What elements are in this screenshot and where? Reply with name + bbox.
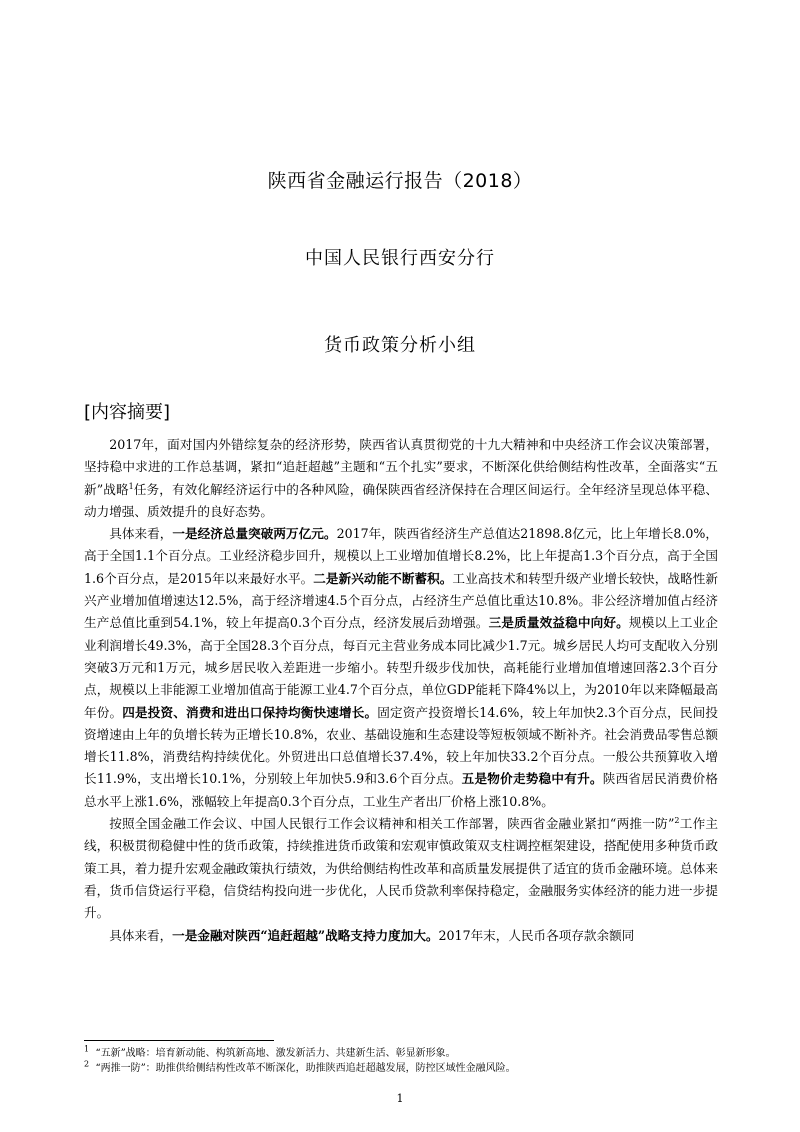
paragraph-text: 按照全国金融工作会议、中国人民银行工作会议精神和相关工作部署，陕西省金融业紧扣“两推一防” bbox=[109, 816, 675, 832]
paragraph-text: 固定资产投资增长14.6%，较上年加快2.3个百分点，民间投资增速由上年的负增长转为正增长10.8%，农业、基础设施和生态建设等短板领域不断补齐。社会消费品零售总额增长11.8%，消费结构持续优化。外贸进出口总值增长37.4%，较上年加快33.2个百分点。一般公共预算收入增长11.9%，支出增长10.1%，分别较上年加快5.9和3.6个百分点。 bbox=[84, 704, 719, 787]
bold-point-4: 四是投资、消费和进出口保持均衡快速增长。 bbox=[122, 704, 378, 720]
abstract-heading: [内容摘要] bbox=[84, 402, 171, 423]
paragraph-text: 2017年，面对国内外错综复杂的经济形势，陕西省认真贯彻党的十九大精神和中央经济工作会议决策部署，坚持稳中求进的工作总基调，紧扣“追赶超越”主题和“五个扎实”要求，不断深化供给侧结构性改革，全面落实“五新”战略 bbox=[84, 437, 718, 497]
paragraph-3 bbox=[84, 813, 718, 924]
paragraph-2 bbox=[84, 523, 718, 813]
paragraph-text: 2017年末，人民币各项存款余额同 bbox=[438, 927, 635, 943]
footnote-2 bbox=[84, 1061, 718, 1076]
paragraph-text: 具体来看， bbox=[109, 526, 173, 542]
footnotes bbox=[84, 1046, 718, 1076]
footnote-text: “五新”战略：培育新动能、构筑新高地、激发新活力、共建新生活、彰显新形象。 bbox=[95, 1048, 456, 1059]
author-group: 货币政策分析小组 bbox=[324, 335, 476, 356]
bold-point-3: 三是质量效益稳中向好。 bbox=[488, 615, 629, 631]
paragraph-text: 工作主线，积极贯彻稳健中性的货币政策，持续推进货币政策和宏观审慎政策双支柱调控框架建设，搭配使用多种货币政策工具，着力提升宏观金融政策执行绩效，为供给侧结构性改革和高质量发展提供了适宜的货币金融环境。总体来看，货币信贷运行平稳，信贷结构投向进一步优化，人民币贷款利率保持稳定，金融服务实体经济的能力进一步提升。 bbox=[84, 816, 719, 921]
bold-point-5: 五是物价走势稳中有升。 bbox=[461, 771, 603, 787]
report-title: 陕西省金融运行报告（2018） bbox=[267, 170, 533, 192]
bold-point-1: 一是经济总量突破两万亿元。 bbox=[172, 526, 337, 542]
footnote-ref-2: 2 bbox=[674, 815, 680, 825]
footnote-ref-1: 1 bbox=[128, 481, 134, 491]
paragraph-text: 具体来看， bbox=[109, 927, 173, 943]
footnote-text: “两推一防”：助推供给侧结构性改革不断深化，助推陕西追赶超越发展，防控区域性金融风险。 bbox=[95, 1063, 516, 1074]
paragraph-text: 工业高技术和转型升级产业增长较快，战略性新兴产业增加值增速达12.5%，高于经济增速4.5个百分点，占经济生产总值比重达10.8%。非公经济增加值占经济生产总值比重到54.1%，较上年提高0.3个百分点，经济发展后劲增强。 bbox=[84, 570, 718, 631]
footnote-divider bbox=[84, 1040, 274, 1041]
abstract-body bbox=[84, 434, 718, 947]
footnote-1 bbox=[84, 1046, 718, 1061]
bold-point-finance: 一是金融对陕西“追赶超越”战略支持力度加大。 bbox=[172, 927, 439, 943]
paragraph-text: 任务，有效化解经济运行中的各种风险，确保陕西省经济保持在合理区间运行。全年经济呈现总体平稳、动力增强、质效提升的良好态势。 bbox=[84, 481, 718, 519]
paragraph-1 bbox=[84, 434, 718, 523]
page-number: 1 bbox=[396, 1092, 404, 1105]
paragraph-text: 陕西省居民消费价格总水平上涨1.6%，涨幅较上年提高0.3个百分点，工业生产者出厂价格上涨10.8%。 bbox=[84, 771, 719, 809]
footnote-number: 1 bbox=[84, 1044, 90, 1054]
footnote-number: 2 bbox=[84, 1059, 90, 1069]
bold-point-2: 二是新兴动能不断蓄积。 bbox=[313, 570, 453, 586]
paragraph-text: 2017年，陕西省经济生产总值达21898.8亿元，比上年增长8.0%，高于全国1.1个百分点。工业经济稳步回升，规模以上工业增加值增长8.2%，比上年提高1.3个百分点，高于全国1.6个百分点，是2015年以来最好水平。 bbox=[84, 526, 719, 586]
organization-name: 中国人民银行西安分行 bbox=[305, 248, 495, 269]
paragraph-text: 规模以上工业企业利润增长49.3%，高于全国28.3个百分点，每百元主营业务成本同比减少1.7元。城乡居民人均可支配收入分别突破3万元和1万元，城乡居民收入差距进一步缩小。转型升级步伐加快，高耗能行业增加值增速回落2.3个百分点，规模以上非能源工业增加值高于能源工业4.7个百分点，单位GDP能耗下降4%以上，为2010年以来降幅最高年份。 bbox=[84, 615, 719, 720]
paragraph-4 bbox=[84, 925, 718, 947]
